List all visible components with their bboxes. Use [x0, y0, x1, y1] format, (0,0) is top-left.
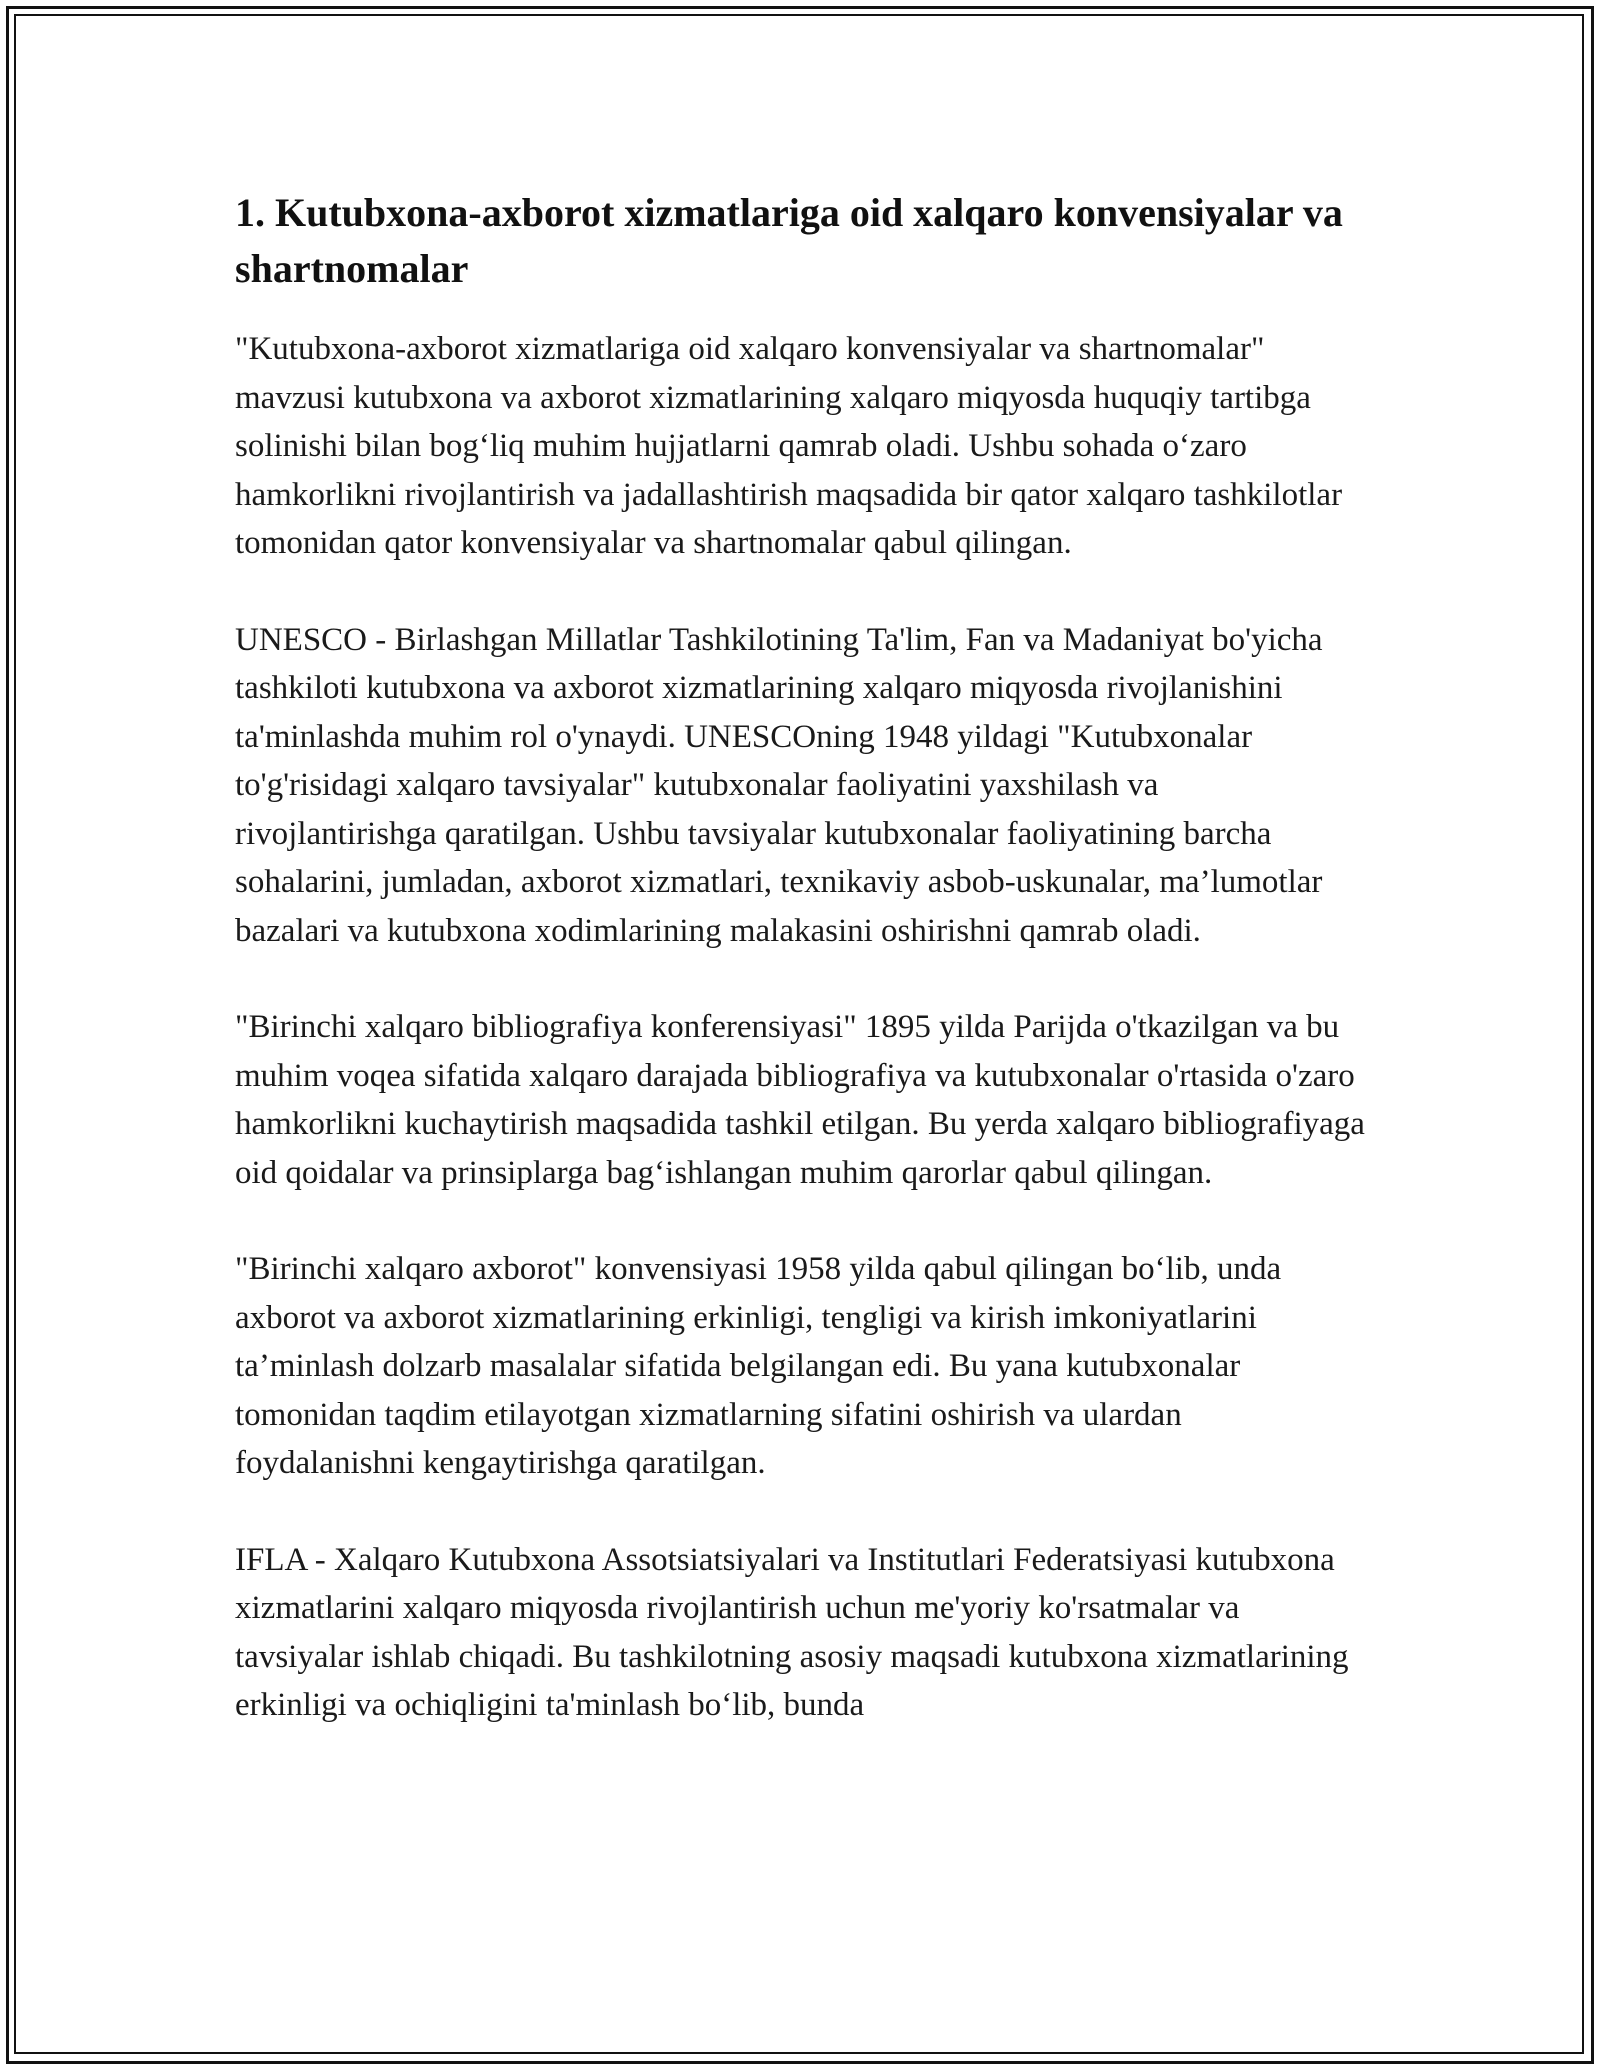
paragraph-information-convention: "Birinchi xalqaro axborot" konvensiyasi 1958 yilda qabul qilingan bo‘lib, unda axborot va axborot xizmatlarining erkinligi, tengligi va kirish imkoniyatlarini ta’minlash dolzarb masalalar sifatida belgilangan edi. Bu yana kutubxonalar tomonidan taqdim etilayotgan xizmatlarning sifatini oshirish va ulardan foydalanishni kengaytirishga qaratilgan.: [235, 1251, 1282, 1481]
paragraph-intro: "Kutubxona-axborot xizmatlariga oid xalqaro konvensiyalar va shartnomalar" mavzusi kutubxona va axborot xizmatlarining xalqaro miqyosda huquqiy tartibga solinishi bilan bog‘liq muhim hujjatlarni qamrab oladi. Ushbu sohada o‘zaro hamkorlikni rivojlantirish va jadallashtirish maqsadida bir qator xalqaro tashkilotlar tomonidan qator konvensiyalar va shartnomalar qabul qilingan.: [235, 331, 1343, 561]
paragraph-bibliography-conference: "Birinchi xalqaro bibliografiya konferensiyasi" 1895 yilda Parijda o'tkazilgan va bu muhim voqea sifatida xalqaro darajada bibliografiya va kutubxonalar o'rtasida o'zaro hamkorlikni kuchaytirish maqsadida tashkil etilgan. Bu yerda xalqaro bibliografiyaga oid qoidalar va prinsiplarga bag‘ishlangan muhim qarorlar qabul qilingan.: [235, 1009, 1365, 1191]
paragraph-ifla: IFLA - Xalqaro Kutubxona Assotsiatsiyalari va Institutlari Federatsiyasi kutubxona xizmatlarini xalqaro miqyosda rivojlantirish uchun me'yoriy ko'rsatmalar va tavsiyalar ishlab chiqadi. Bu tashkilotning asosiy maqsadi kutubxona xizmatlarining erkinligi va ochiqligini ta'minlash bo‘lib, bunda: [235, 1541, 1349, 1723]
section-heading: 1. Kutubxona-axborot xizmatlariga oid xalqaro konvensiyalar va shartnomalar: [235, 190, 1343, 291]
document-body: [235, 185, 1365, 1730]
paragraph-unesco: UNESCO - Birlashgan Millatlar Tashkilotining Ta'lim, Fan va Madaniyat bo'yicha tashkiloti kutubxona va axborot xizmatlarining xalqaro miqyosda rivojlanishini ta'minlashda muhim rol o'ynaydi. UNESCOning 1948 yildagi "Kutubxonalar to'g'risidagi xalqaro tavsiyalar" kutubxonalar faoliyatini yaxshilash va rivojlantirishga qaratilgan. Ushbu tavsiyalar kutubxonalar faoliyatining barcha sohalarini, jumladan, axborot xizmatlari, texnikaviy asbob-uskunalar, ma’lumotlar bazalari va kutubxona xodimlarining malakasini oshirishni qamrab oladi.: [235, 621, 1323, 949]
